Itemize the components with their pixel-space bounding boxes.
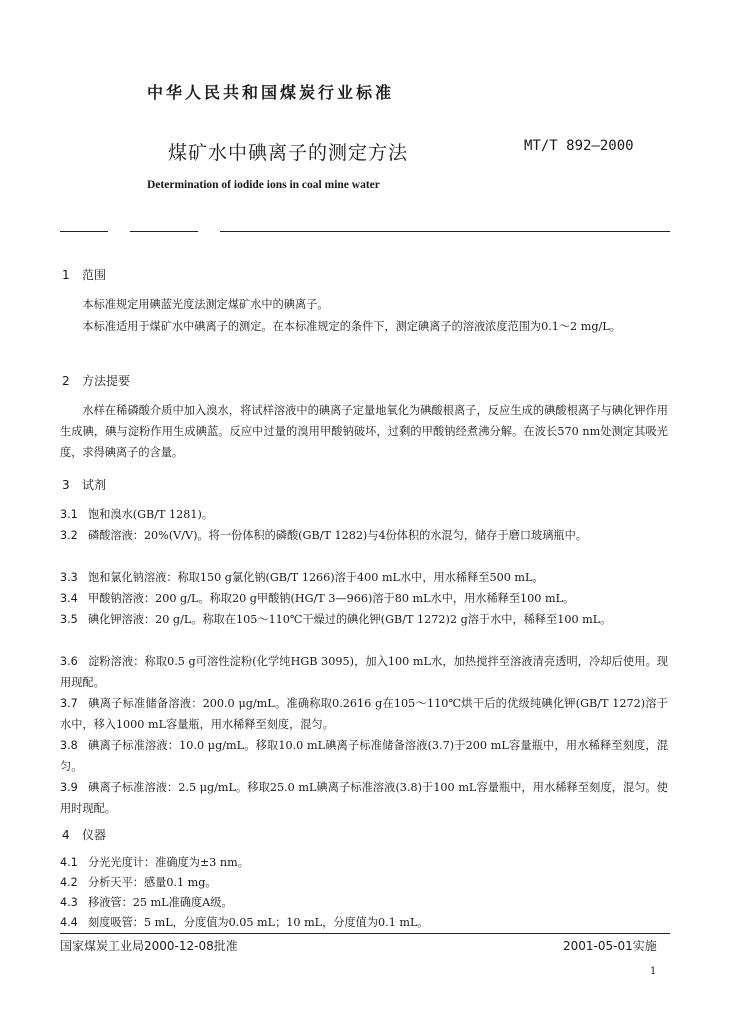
header-rule-segment (220, 231, 670, 232)
item-text: 饱和溴水(GB/T 1281)。 (88, 508, 214, 521)
item-number: 4.3 (60, 896, 78, 909)
item-text: 碘离子标准溶液：10.0 μg/mL。移取10.0 mL碘离子标准储备溶液(3.7)于200 mL容量瓶中，用水稀释至刻度，混匀。 (60, 739, 668, 773)
document-title: 煤矿水中碘离子的测定方法 (168, 142, 409, 164)
section-heading-apparatus (62, 826, 106, 843)
list-item (60, 588, 668, 609)
item-number: 3.9 (60, 781, 78, 794)
section-title: 试剂 (82, 478, 107, 492)
issuing-organization: 中华人民共和国煤炭行业标准 (147, 83, 395, 102)
list-item (60, 504, 668, 525)
item-text: 淀粉溶液：称取0.5 g可溶性淀粉(化学纯HGB 3095)，加入100 mL水，加热搅拌至溶液清亮透明，冷却后使用。现用现配。 (60, 655, 668, 689)
section-title: 范围 (82, 268, 107, 282)
paragraph: 本标准适用于煤矿水中碘离子的测定。在本标准规定的条件下，测定碘离子的溶液浓度范围为0.1～2 mg/L。 (82, 320, 621, 333)
list-item (60, 693, 668, 735)
list-item (60, 609, 668, 630)
list-item (60, 525, 668, 546)
item-number: 3.6 (60, 655, 78, 668)
header-rule-segment (60, 231, 108, 232)
paragraph: 水样在稀磷酸介质中加入溴水，将试样溶液中的碘离子定量地氧化为碘酸根离子，反应生成的碘酸根离子与碘化钾作用生成碘，碘与淀粉作用生成碘蓝。反应中过量的溴用甲酸钠破坏，过剩的甲酸钠经煮沸分解。在波长570 nm处测定其吸光度，求得碘离子的含量。 (60, 404, 668, 459)
item-text: 分析天平：感量0.1 mg。 (88, 876, 217, 889)
section-number: 1 (62, 268, 70, 282)
item-number: 4.4 (60, 916, 78, 929)
section-heading-method-summary (62, 372, 130, 389)
item-text: 磷酸溶液：20%(V/V)。将一份体积的磷酸(GB/T 1282)与4份体积的水混匀，储存于磨口玻璃瓶中。 (88, 529, 587, 542)
item-number: 4.2 (60, 876, 78, 889)
footer-rule (60, 933, 670, 934)
item-text: 分光光度计：准确度为±3 nm。 (88, 856, 249, 869)
list-item (60, 735, 668, 777)
section-number: 4 (62, 828, 70, 842)
list-item (60, 912, 668, 933)
implementation-date: 2001-05-01实施 (563, 939, 657, 953)
list-item (60, 651, 668, 693)
section-heading-reagents (62, 476, 106, 493)
list-item (60, 567, 668, 588)
item-number: 3.2 (60, 529, 78, 542)
item-text: 刻度吸管：5 mL，分度值为0.05 mL；10 mL，分度值为0.1 mL。 (88, 916, 429, 929)
paragraph: 本标准规定用碘蓝光度法测定煤矿水中的碘离子。 (82, 298, 329, 311)
section-title: 仪器 (82, 828, 107, 842)
section-number: 3 (62, 478, 70, 492)
item-text: 甲酸钠溶液：200 g/L。称取20 g甲酸钠(HG/T 3—966)溶于80 mL水中，用水稀释至100 mL。 (88, 592, 575, 605)
list-item (60, 852, 668, 873)
item-text: 碘离子标准溶液：2.5 μg/mL。移取25.0 mL碘离子标准溶液(3.8)于100 mL容量瓶中，用水稀释至刻度，混匀。使用时现配。 (60, 781, 668, 815)
item-number: 3.5 (60, 613, 78, 626)
item-number: 3.1 (60, 508, 78, 521)
item-text: 碘离子标准储备溶液：200.0 μg/mL。准确称取0.2616 g在105～110℃烘干后的优级纯碘化钾(GB/T 1272)溶于水中，移入1000 mL容量瓶，用水稀释至刻度，混匀。 (60, 697, 668, 731)
item-number: 3.8 (60, 739, 78, 752)
item-text: 饱和氯化钠溶液：称取150 g氯化钠(GB/T 1266)溶于400 mL水中，用水稀释至500 mL。 (88, 571, 544, 584)
item-number: 3.4 (60, 592, 78, 605)
english-title: Determination of iodide ions in coal mine water (147, 179, 380, 191)
list-item (60, 777, 668, 819)
section-heading-scope (62, 266, 106, 283)
list-item (60, 892, 668, 913)
item-text: 移液管：25 mL准确度A级。 (88, 896, 233, 909)
section-title: 方法提要 (82, 374, 131, 388)
page-number: 1 (650, 966, 657, 977)
section-number: 2 (62, 374, 70, 388)
item-number: 4.1 (60, 856, 78, 869)
approval-note: 国家煤炭工业局2000-12-08批准 (60, 939, 238, 953)
standard-number: MT/T 892—2000 (524, 138, 634, 154)
item-text: 碘化钾溶液：20 g/L。称取在105～110℃干燥过的碘化钾(GB/T 1272)2 g溶于水中，稀释至100 mL。 (88, 613, 612, 626)
item-number: 3.3 (60, 571, 78, 584)
header-rule-segment (130, 231, 198, 232)
list-item (60, 872, 668, 893)
item-number: 3.7 (60, 697, 78, 710)
